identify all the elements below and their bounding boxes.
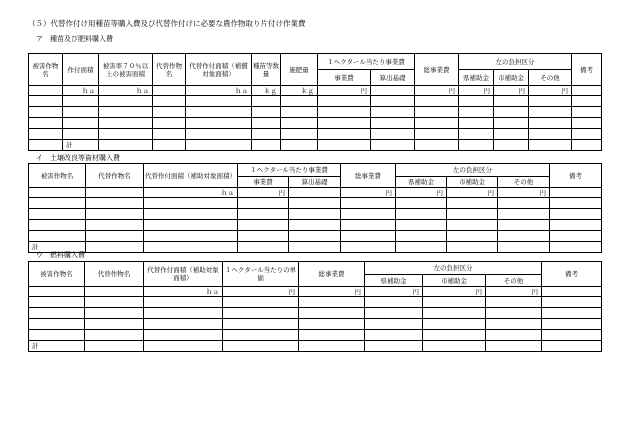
- header-seed-qty: 種苗等数量: [252, 54, 281, 86]
- header-pref-subsidy: 県補助金: [396, 177, 447, 188]
- unit-yen: 円: [396, 188, 447, 198]
- table-row: [29, 330, 602, 341]
- header-damage-rate-area: 被害率７０％以上の被害面積: [99, 54, 153, 86]
- unit-yen: 円: [415, 86, 459, 96]
- header-other: その他: [529, 70, 572, 86]
- table-row: [29, 129, 602, 140]
- header-note: 備考: [550, 164, 602, 188]
- form-title: （５）代替作付け用種苗等購入費及び代替作付けに必要な農作物取り片付け作業費: [28, 19, 306, 28]
- header-pref-subsidy: 県補助金: [365, 275, 423, 287]
- header-basis: 算出基礎: [289, 177, 341, 188]
- total-row: [29, 341, 602, 352]
- header-per-ha-cost: １ヘクタール当たり事業費: [238, 164, 341, 177]
- unit-yen: 円: [299, 287, 365, 297]
- header-share: 左の負担区分: [365, 262, 542, 275]
- header-damaged-crop: 被害作物名: [29, 54, 63, 86]
- soil-material-table: [28, 163, 602, 253]
- unit-yen: 円: [459, 86, 494, 96]
- header-total-cost: 総事業費: [415, 54, 459, 86]
- header-damaged-crop: 被害作物名: [29, 164, 86, 188]
- unit-yen: 円: [365, 287, 423, 297]
- header-other: その他: [498, 177, 550, 188]
- total-label: 計: [29, 242, 86, 253]
- unit-yen: 円: [423, 287, 486, 297]
- table-row: [29, 308, 602, 319]
- unit-ha: ｈａ: [144, 188, 238, 198]
- table-row: [29, 287, 602, 297]
- header-city-subsidy: 市補助金: [494, 70, 529, 86]
- unit-ha: ｈａ: [99, 86, 153, 96]
- unit-yen: 円: [318, 86, 371, 96]
- unit-yen: 円: [341, 188, 396, 198]
- header-other: その他: [486, 275, 542, 287]
- unit-yen: 円: [529, 86, 572, 96]
- table-row: [29, 209, 602, 220]
- unit-ha: ｈａ: [144, 287, 223, 297]
- header-alt-area: 代替作付面積（補助対象面積）: [144, 164, 238, 188]
- header-city-subsidy: 市補助金: [423, 275, 486, 287]
- table-row: [29, 96, 602, 107]
- header-share: 左の負担区分: [459, 54, 572, 70]
- header-alt-crop: 代替作物名: [85, 262, 144, 287]
- total-row: [29, 242, 602, 253]
- unit-ha: ｈａ: [186, 86, 252, 96]
- table-row: [29, 231, 602, 242]
- header-damaged-crop: 被害作物名: [29, 262, 85, 287]
- header-note: 備考: [572, 54, 602, 86]
- table-row: [29, 86, 602, 96]
- header-alt-crop: 代替作物名: [153, 54, 186, 86]
- unit-yen: 円: [494, 86, 529, 96]
- unit-yen: 円: [223, 287, 299, 297]
- header-alt-area: 代替作付面積（補助対象面積）: [144, 262, 223, 287]
- unit-yen: 円: [498, 188, 550, 198]
- section-a-heading: ア 種苗及び肥料購入費: [36, 35, 113, 43]
- unit-kg: ｋｇ: [281, 86, 318, 96]
- table-row: [29, 118, 602, 129]
- header-fertilizer: 施肥量: [281, 54, 318, 86]
- header-share: 左の負担区分: [396, 164, 550, 177]
- table-row: [29, 107, 602, 118]
- header-total-cost: 総事業費: [341, 164, 396, 188]
- header-pref-subsidy: 県補助金: [459, 70, 494, 86]
- unit-yen: 円: [486, 287, 542, 297]
- table-row: [29, 220, 602, 231]
- header-cost: 事業費: [318, 70, 371, 86]
- table-row: [29, 297, 602, 308]
- fuel-purchase-table: [28, 261, 602, 352]
- seed-fertilizer-table: [28, 53, 602, 151]
- total-label: 計: [63, 140, 99, 151]
- total-label: 計: [29, 341, 85, 352]
- unit-kg: ｋｇ: [252, 86, 281, 96]
- unit-yen: 円: [447, 188, 498, 198]
- unit-ha: ｈａ: [63, 86, 99, 96]
- header-planted-area: 作付面積: [63, 54, 99, 86]
- unit-yen: 円: [238, 188, 289, 198]
- header-total-cost: 総事業費: [299, 262, 365, 287]
- header-alt-area: 代替作付面積（補償対象面積）: [186, 54, 252, 86]
- header-unit-price: １ヘクタール当たりの単価: [223, 262, 299, 287]
- header-alt-crop: 代替作物名: [86, 164, 144, 188]
- total-row: [29, 140, 602, 151]
- header-basis: 算出基礎: [371, 70, 415, 86]
- table-row: [29, 198, 602, 209]
- header-note: 備考: [542, 262, 602, 287]
- section-c-heading: ウ 燃料購入費: [36, 251, 85, 259]
- header-cost: 事業費: [238, 177, 289, 188]
- table-row: [29, 188, 602, 198]
- header-per-ha-cost: １ヘクタール当たり事業費: [318, 54, 415, 70]
- table-row: [29, 319, 602, 330]
- section-b-heading: イ 土壌改良等資材購入費: [36, 154, 120, 162]
- header-city-subsidy: 市補助金: [447, 177, 498, 188]
